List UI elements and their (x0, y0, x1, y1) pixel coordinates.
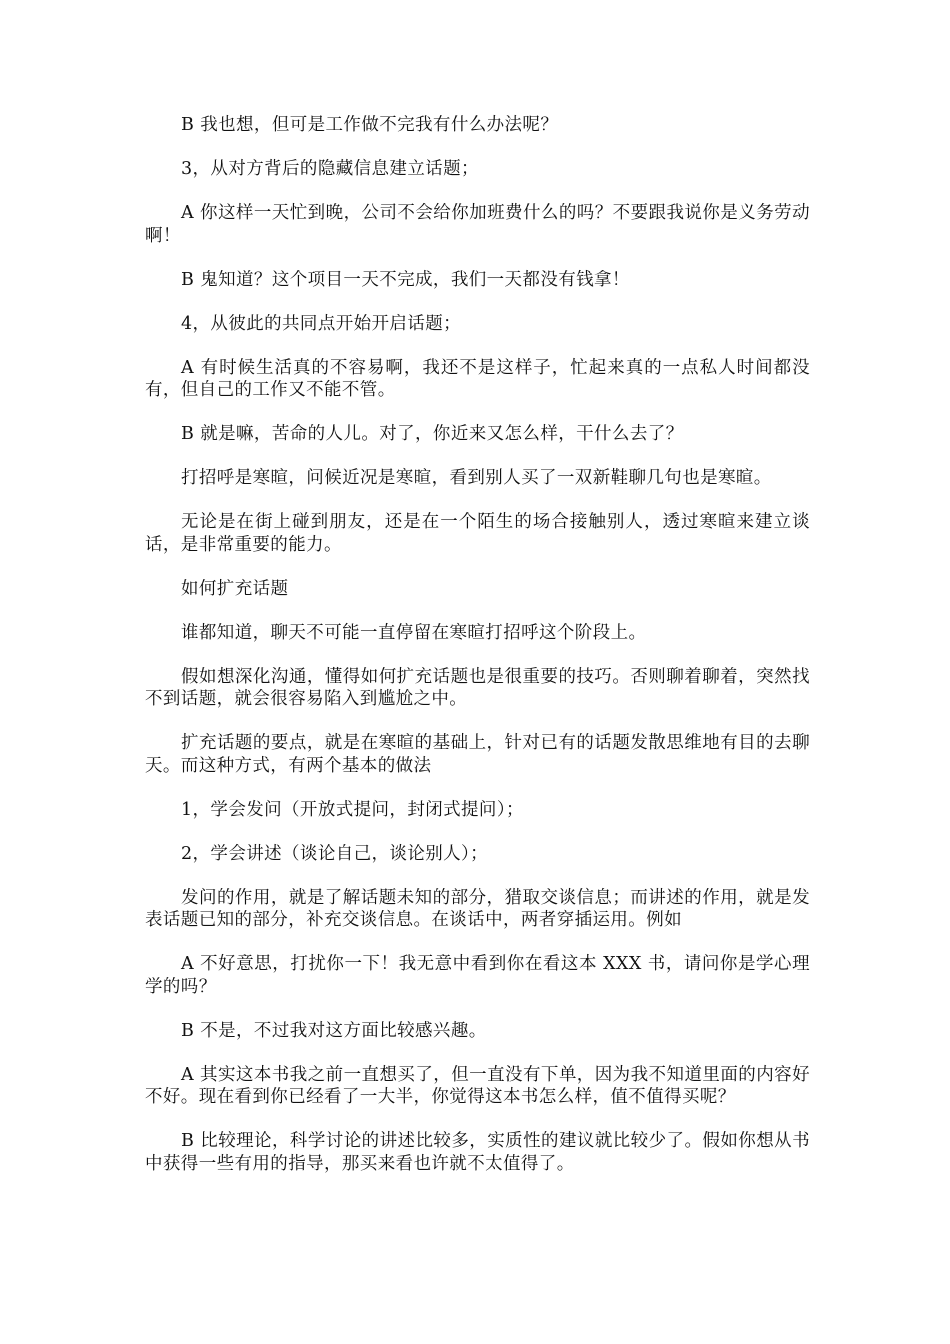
paragraph: A 其实这本书我之前一直想买了，但一直没有下单，因为我不知道里面的内容好不好。现在看到你已经看了一大半，你觉得这本书怎么样，值不值得买呢？ (145, 1064, 810, 1107)
paragraph: B 鬼知道？这个项目一天不完成，我们一天都没有钱拿！ (181, 269, 630, 290)
paragraph: 假如想深化沟通，懂得如何扩充话题也是很重要的技巧。否则聊着聊着，突然找不到话题，就会很容易陷入到尴尬之中。 (145, 666, 810, 709)
list-item: 1，学会发问（开放式提问，封闭式提问）； (181, 799, 524, 820)
paragraph: A 有时候生活真的不容易啊，我还不是这样子，忙起来真的一点私人时间都没有，但自己的工作又不能不管。 (145, 357, 810, 400)
document-body (145, 114, 810, 1197)
paragraph: A 你这样一天忙到晚，公司不会给你加班费什么的吗？不要跟我说你是义务劳动啊！ (145, 203, 810, 246)
paragraph: 无论是在街上碰到朋友，还是在一个陌生的场合接触别人，透过寒暄来建立谈话，是非常重要的能力。 (145, 512, 810, 555)
paragraph: 3，从对方背后的隐藏信息建立话题； (181, 159, 479, 179)
paragraph: 谁都知道，聊天不可能一直停留在寒暄打招呼这个阶段上。 (181, 622, 647, 643)
paragraph: 发问的作用，就是了解话题未知的部分，猎取交谈信息；而讲述的作用，就是发表话题已知的部分，补充交谈信息。在谈话中，两者穿插运用。例如 (145, 887, 810, 930)
paragraph: A 不好意思，打扰你一下！我无意中看到你在看这本 XXX 书，请问你是学心理学的吗？ (145, 954, 810, 997)
paragraph: 扩充话题的要点，就是在寒暄的基础上，针对已有的话题发散思维地有目的去聊天。而这种方式，有两个基本的做法 (145, 733, 810, 776)
paragraph: 打招呼是寒暄，问候近况是寒暄，看到别人买了一双新鞋聊几句也是寒暄。 (181, 468, 772, 488)
paragraph: B 不是，不过我对这方面比较感兴趣。 (181, 1020, 487, 1041)
section-heading: 如何扩充话题 (181, 578, 289, 599)
list-item: 2，学会讲述（谈论自己，谈论别人）； (181, 843, 489, 864)
paragraph: B 就是嘛，苦命的人儿。对了，你近来又怎么样，干什么去了？ (181, 424, 684, 444)
paragraph: B 我也想，但可是工作做不完我有什么办法呢？ (181, 115, 559, 135)
paragraph: B 比较理论，科学讨论的讲述比较多，实质性的建议就比较少了。假如你想从书中获得一些有用的指导，那买来看也许就不太值得了。 (145, 1131, 810, 1174)
paragraph: 4，从彼此的共同点开始开启话题； (181, 313, 462, 334)
